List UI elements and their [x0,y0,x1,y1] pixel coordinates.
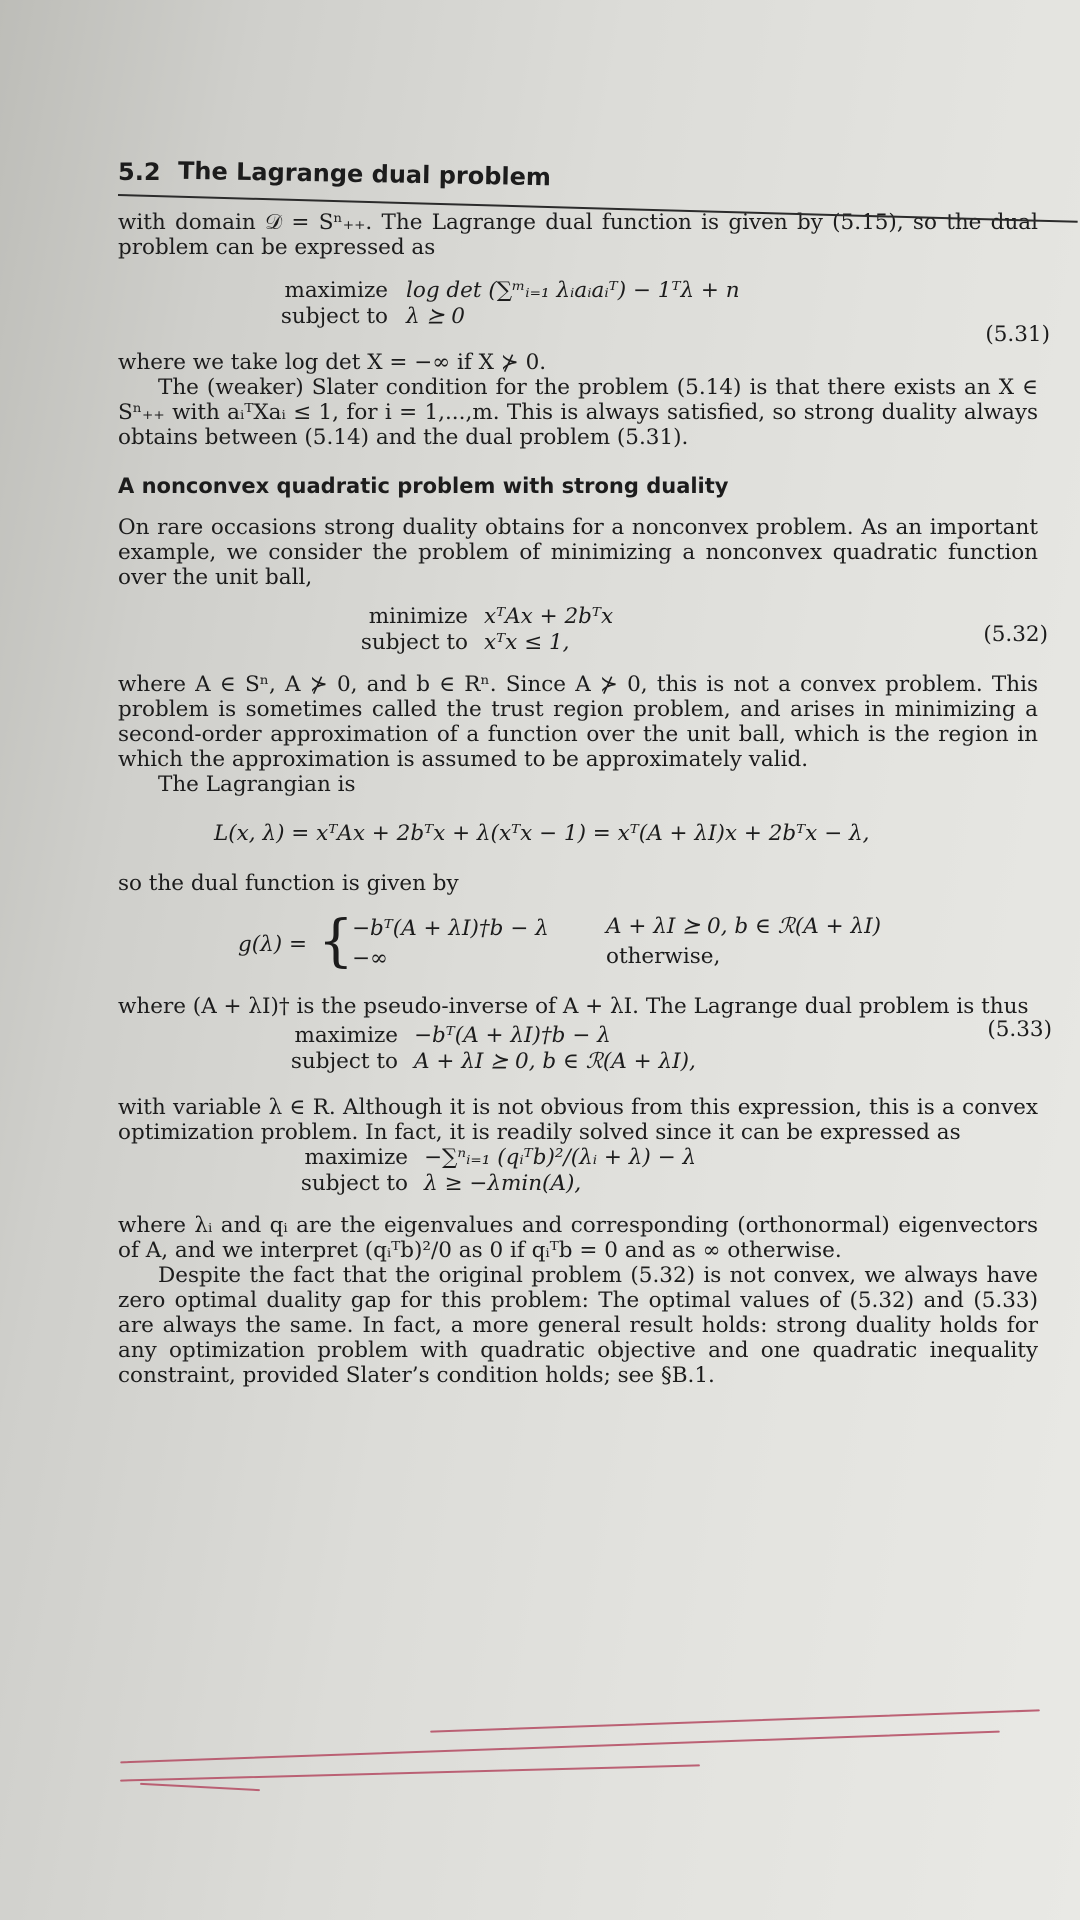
dual-function-lhs: g(λ) = [238,932,308,957]
keyword-maximize: maximize [304,1145,408,1170]
paragraph-dual-function: so the dual function is given by [118,871,459,896]
case-1-expression: −bᵀ(A + λI)†b − λ [352,916,549,941]
constraint-expression: λ ⪰ 0 [406,304,465,329]
case-2-condition: otherwise, [606,944,721,969]
paragraph-pseudo-inverse: where (A + λI)† is the pseudo-inverse of A + λI. The Lagrange dual problem is thus [118,994,1029,1019]
objective-expression: xᵀAx + 2bᵀx [484,604,614,629]
problem-5-31 [118,278,1050,347]
left-brace: { [318,909,354,974]
case-1-condition: A + λI ⪰ 0, b ∈ ℛ(A + λI) [606,914,881,939]
paragraph-trust-region: where A ∈ Sⁿ, A ⊁ 0, and b ∈ Rⁿ. Since A ⊁ 0, this is not a convex problem. This problem is sometimes called the trust region problem, and arises in minimizing a second-order approximation of a function over the unit ball, which is the region in which the approximation is assumed to be approximately valid. [118,672,1038,772]
keyword-maximize: maximize [284,278,388,303]
equation-number: (5.33) [987,1017,1052,1042]
paragraph-slater: The (weaker) Slater condition for the problem (5.14) is that there exists an X ∈ Sⁿ₊₊ with aᵢᵀXaᵢ ≤ 1, for i = 1,...,m. This is always satisfied, so strong duality always obtains between (5.14) and the dual problem (5.31). [118,375,1038,450]
keyword-subject-to: subject to [360,630,468,655]
lagrangian-equation [118,815,1038,855]
section-title: The Lagrange dual problem [177,156,552,192]
keyword-maximize: maximize [294,1023,398,1048]
section-number: 5.2 [118,158,161,186]
equation-number: (5.31) [985,322,1050,347]
pen-underline [430,1709,1040,1732]
constraint-expression: λ ≥ −λmin(A), [424,1171,582,1196]
problem-5-32 [118,604,1048,658]
keyword-subject-to: subject to [300,1171,408,1196]
constraint-expression: xᵀx ≤ 1, [484,630,570,655]
objective-expression: −∑ⁿᵢ₌₁ (qᵢᵀb)²/(λᵢ + λ) − λ [424,1145,697,1170]
objective-expression: log det (∑ᵐᵢ₌₁ λᵢaᵢaᵢᵀ) − 1ᵀλ + n [406,278,740,303]
lagrangian-expression: L(x, λ) = xᵀAx + 2bᵀx + λ(xᵀx − 1) = xᵀ(A + λI)x + 2bᵀx − λ, [214,821,870,846]
pen-underline [140,1783,260,1791]
keyword-subject-to: subject to [290,1049,398,1074]
keyword-subject-to: subject to [280,304,388,329]
dual-function-definition [118,909,1038,976]
pen-underline [120,1731,1000,1764]
paragraph-variable-lambda: with variable λ ∈ R. Although it is not obvious from this expression, this is a convex optimization problem. In fact, it is readily solved since it can be expressed as [118,1095,1038,1145]
paragraph-lagrangian-intro: The Lagrangian is [158,772,356,797]
paragraph-nonconvex-intro: On rare occasions strong duality obtains for a nonconvex problem. As an important example, we consider the problem of minimizing a nonconvex quadratic function over the unit ball, [118,515,1038,590]
paragraph-eigenvalues: where λᵢ and qᵢ are the eigenvalues and corresponding (orthonormal) eigenvectors of A, and we interpret (qᵢᵀb)²/0 as 0 if qᵢᵀb = 0 and as ∞ otherwise. [118,1213,1038,1263]
page-content [118,150,1052,1388]
problem-eigen-form [118,1145,1038,1199]
subsection-heading: A nonconvex quadratic problem with strong duality [118,474,729,498]
paragraph-zero-duality-gap: Despite the fact that the original problem (5.32) is not convex, we always have zero optimal duality gap for this problem: The optimal values of (5.32) and (5.33) are always the same. In fact, a more general result holds: strong duality holds for any optimization problem with quadratic objective and one quadratic inequality constraint, provided Slater’s condition holds; see §B.1. [118,1263,1038,1388]
problem-5-33 [118,1017,1052,1077]
objective-expression: −bᵀ(A + λI)†b − λ [414,1023,611,1048]
section-header [118,150,1038,196]
paragraph-logdet: where we take log det X = −∞ if X ⊁ 0. [118,350,547,375]
equation-number: (5.32) [983,622,1048,647]
pen-underline [120,1764,700,1781]
paragraph-domain: with domain 𝒟 = Sⁿ₊₊. The Lagrange dual function is given by (5.15), so the dual problem can be expressed as [118,210,1038,260]
case-2-expression: −∞ [352,946,388,971]
constraint-expression: A + λI ⪰ 0, b ∈ ℛ(A + λI), [414,1049,696,1074]
keyword-minimize: minimize [368,604,468,629]
